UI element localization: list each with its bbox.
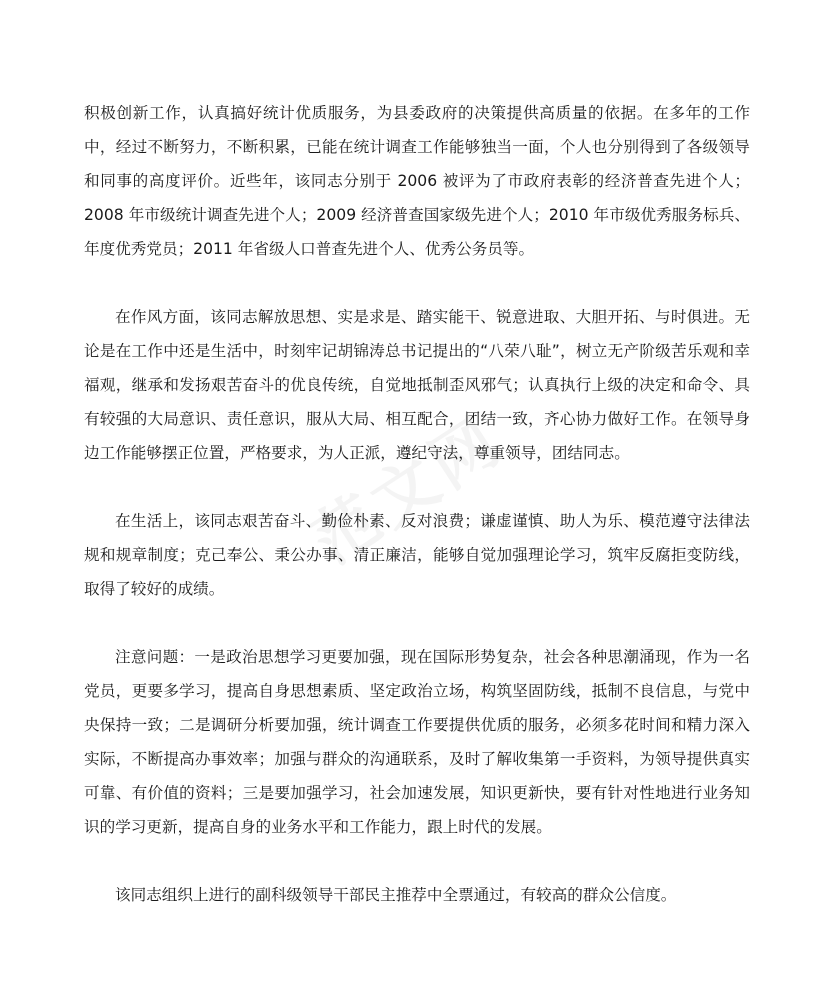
paragraph-recommendation: 该同志组织上进行的副科级领导干部民主推荐中全票通过，有较高的群众公信度。	[115, 886, 677, 904]
paragraph-work-achievements: 积极创新工作，认真搞好统计优质服务，为县委政府的决策提供高质量的依据。在多年的工作中，经过不断努力，不断积累，已能在统计调查工作能够独当一面，个人也分别得到了各级领导和同事的高度评价。近些年，该同志分别于 2006 被评为了市政府表彰的经济普查先进个人；2008 年市级统计调查先进个人；2009 经济普查国家级先进个人；2010 年市级优秀服务标兵、年度优秀党员；2011 年省级人口普查先进个人、优秀公务员等。	[84, 104, 750, 258]
paragraph-issues: 注意问题：一是政治思想学习更要加强，现在国际形势复杂，社会各种思潮涌现，作为一名党员，更要多学习，提高自身思想素质、坚定政治立场，构筑坚固防线，抵制不良信息，与党中央保持一致；二是调研分析要加强，统计调查工作要提供优质的服务，必须多花时间和精力深入实际，不断提高办事效率；加强与群众的沟通联系，及时了解收集第一手资料，为领导提供真实可靠、有价值的资料；三是要加强学习，社会加速发展，知识更新快，要有针对性地进行业务知识的学习更新，提高自身的业务水平和工作能力，跟上时代的发展。	[84, 648, 750, 836]
document-body	[84, 96, 750, 946]
paragraph-life: 在生活上，该同志艰苦奋斗、勤俭朴素、反对浪费；谦虚谨慎、助人为乐、模范遵守法律法规和规章制度；克己奉公、秉公办事、清正廉洁，能够自觉加强理论学习，筑牢反腐拒变防线，取得了较好的成绩。	[84, 512, 750, 598]
paragraph-work-style: 在作风方面，该同志解放思想、实是求是、踏实能干、锐意进取、大胆开拓、与时俱进。无论是在工作中还是生活中，时刻牢记胡锦涛总书记提出的“八荣八耻”，树立无产阶级苦乐观和幸福观，继承和发扬艰苦奋斗的优良传统，自觉地抵制歪风邪气；认真执行上级的决定和命令、具有较强的大局意识、责任意识，服从大局、相互配合，团结一致，齐心协力做好工作。在领导身边工作能够摆正位置，严格要求，为人正派，遵纪守法，尊重领导，团结同志。	[84, 308, 750, 462]
